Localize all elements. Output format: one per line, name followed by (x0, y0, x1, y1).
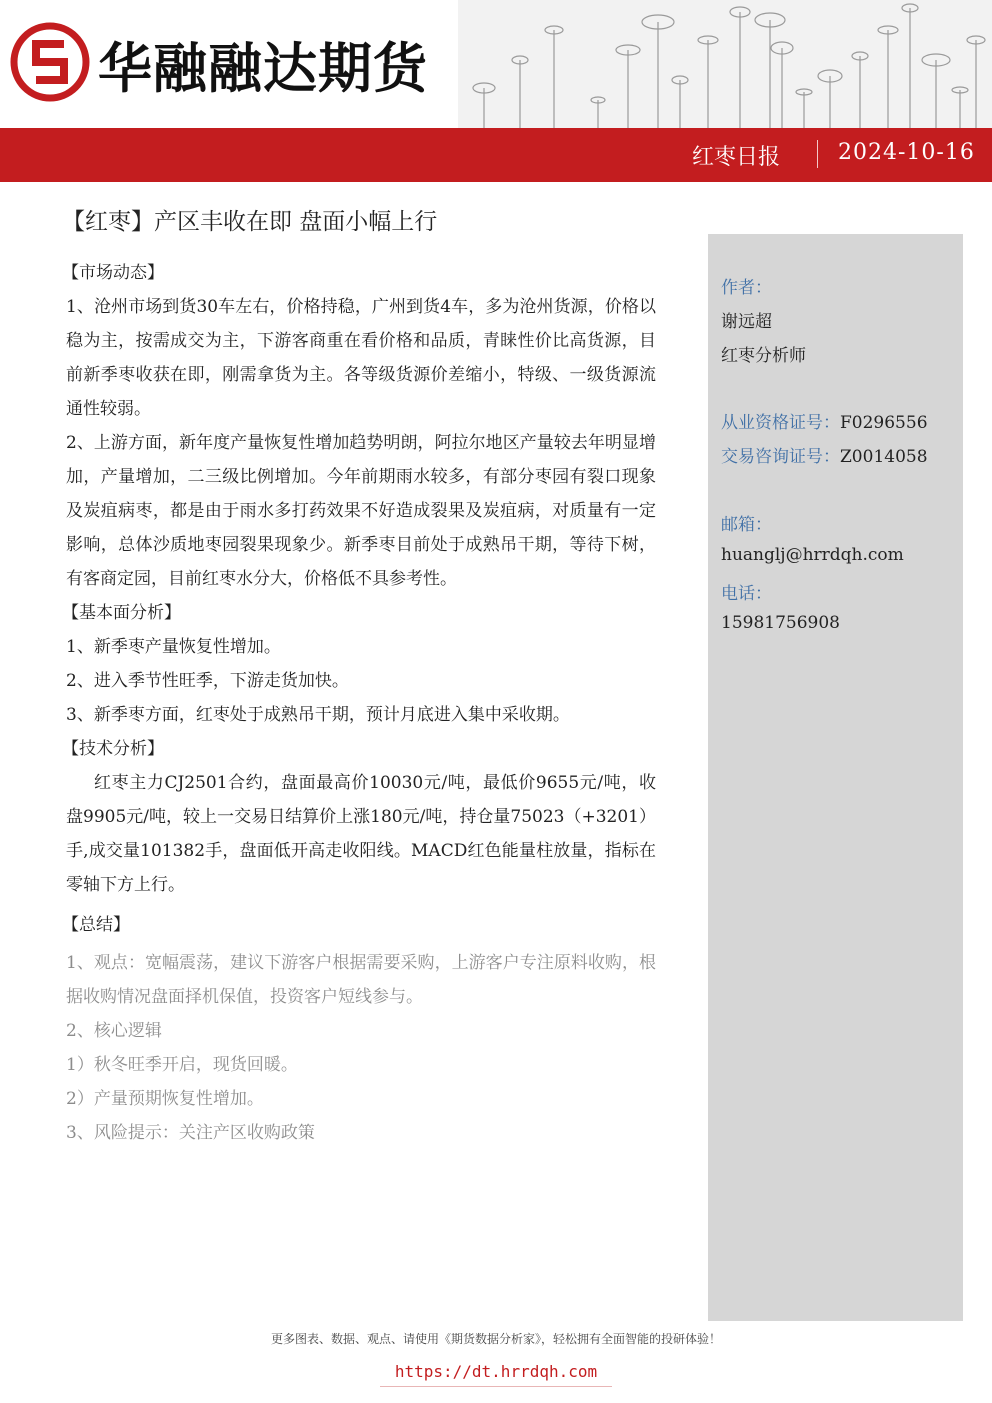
author-name: 谢远超 (721, 312, 772, 332)
fundamental-item: 2、进入季节性旺季，下游走货加快。 (66, 671, 349, 691)
header (0, 0, 992, 128)
fundamental-item: 1、新季枣产量恢复性增加。 (66, 637, 281, 657)
market-paragraph-1: 1、沧州市场到货30车左右，价格持稳，广州到货4车，多为沧州货源，价格以稳为主，按需成交为主，下游客商重在看价格和品质，青睐性价比高货源，目前新季枣收获在即，刚需拿货为主。各等级货源价差缩小，特级、一级货源流通性较弱。 (66, 297, 656, 419)
footer-link-underline (380, 1386, 612, 1387)
market-heading: 【市场动态】 (62, 263, 164, 283)
qualification-label: 从业资格证号： (721, 413, 840, 433)
company-name: 华融融达期货 (98, 37, 428, 100)
summary-point-1: 1、观点：宽幅震荡，建议下游客户根据需要采购，上游客户专注原料收购，根据收购情况盘面择机保值，投资客户短线参与。 (66, 953, 656, 1007)
report-type: 红枣日报 (691, 145, 780, 170)
footer-promo: 更多图表、数据、观点、请使用《期货数据分析家》，轻松拥有全面智能的投研体验！ (270, 1332, 721, 1346)
summary-logic-item: 2）产量预期恢复性增加。 (66, 1089, 264, 1109)
technical-heading: 【技术分析】 (62, 739, 164, 759)
author-role: 红枣分析师 (721, 346, 806, 366)
phone-label: 电话： (721, 584, 772, 604)
author-sidebar (708, 234, 963, 1321)
decorative-pattern (458, 0, 992, 128)
summary-logic-item: 1）秋冬旺季开启，现货回暖。 (66, 1055, 298, 1075)
summary-logic-heading: 2、核心逻辑 (66, 1021, 162, 1041)
consult-license (721, 442, 928, 467)
email-label: 邮箱： (721, 515, 772, 535)
qualification (721, 408, 928, 433)
technical-paragraph: 红枣主力CJ2501合约，盘面最高价10030元/吨，最低价9655元/吨，收盘9905元/吨，较上一交易日结算价上涨180元/吨，持仓量75023（+3201）手,成交量101382手，盘面低开高走收阳线。MACD红色能量柱放量，指标在零轴下方上行。 (66, 773, 656, 895)
market-paragraph-2: 2、上游方面，新年度产量恢复性增加趋势明朗，阿拉尔地区产量较去年明显增加，产量增加，二三级比例增加。今年前期雨水较多，有部分枣园有裂口现象及炭疽病枣，都是由于雨水多打药效果不好造成裂果及炭疽病，对质量有一定影响，总体沙质地枣园裂果现象少。新季枣目前处于成熟吊干期，等待下树，有客商定园，目前红枣水分大，价格低不具参考性。 (66, 433, 656, 589)
fundamental-heading: 【基本面分析】 (62, 603, 181, 623)
author-label: 作者： (721, 278, 772, 298)
banner-divider (817, 140, 818, 168)
fundamental-item: 3、新季枣方面，红枣处于成熟吊干期，预计月底进入集中采收期。 (66, 705, 570, 725)
summary-heading: 【总结】 (62, 915, 130, 935)
email-link[interactable]: huanglj@hrrdqh.com (721, 545, 904, 565)
consult-number: Z0014058 (840, 447, 928, 467)
page-title: 【红枣】产区丰收在即 盘面小幅上行 (62, 209, 438, 235)
qualification-number: F0296556 (840, 413, 928, 433)
consult-label: 交易咨询证号： (721, 447, 840, 467)
report-date: 2024-10-16 (838, 140, 975, 165)
company-logo-icon (10, 22, 90, 102)
summary-risk: 3、风险提示：关注产区收购政策 (66, 1123, 315, 1143)
phone-number: 15981756908 (721, 613, 840, 633)
report-body (62, 204, 656, 1150)
footer-link[interactable]: https://dt.hrrdqh.com (394, 1362, 598, 1381)
